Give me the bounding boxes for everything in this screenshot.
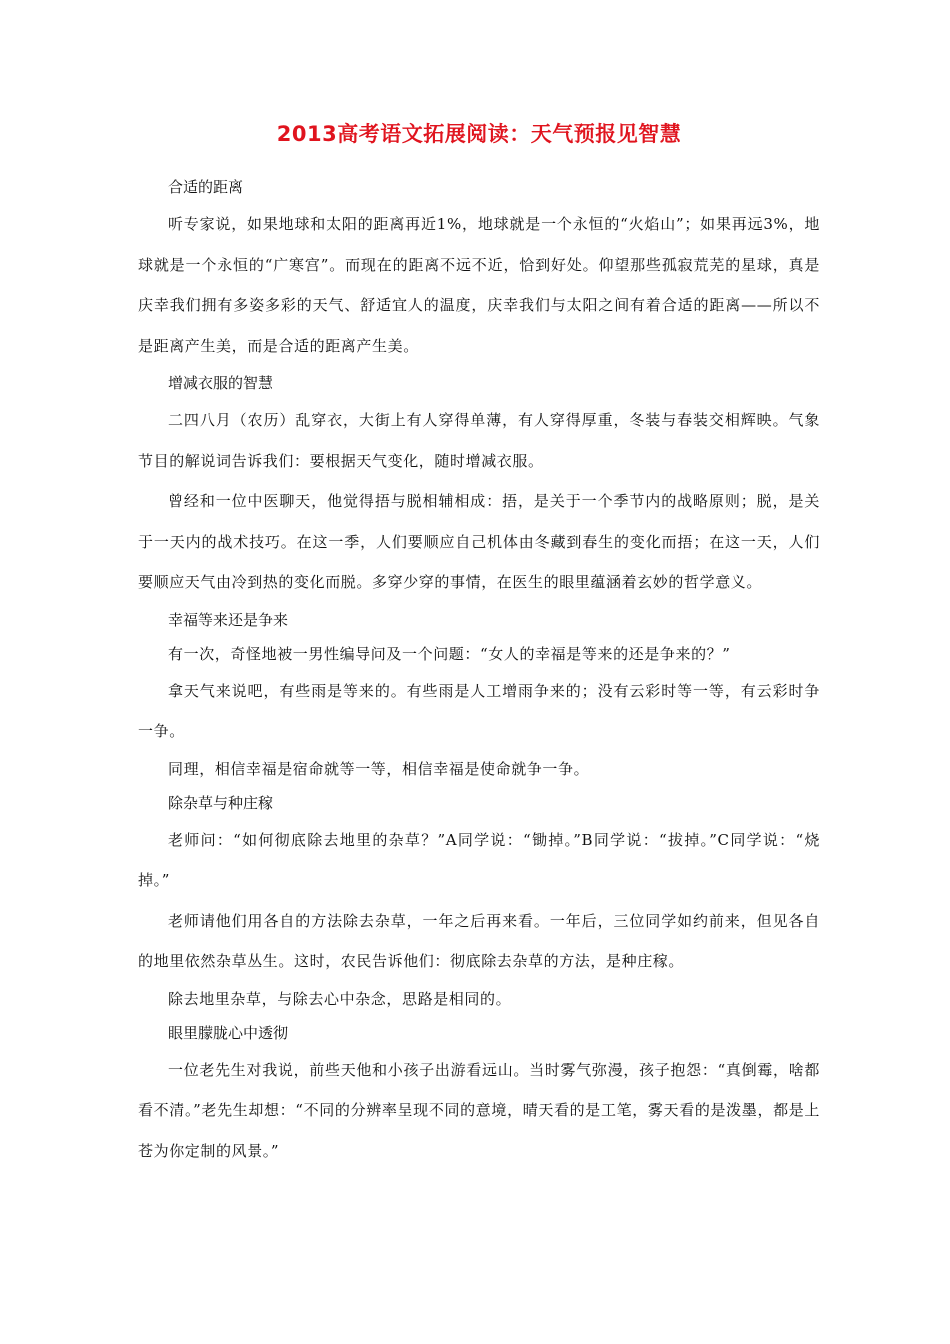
paragraph: 拿天气来说吧，有些雨是等来的。有些雨是人工增雨争来的；没有云彩时等一等，有云彩时争一争。 — [138, 681, 820, 740]
section-heading: 增减衣服的智慧 — [168, 374, 274, 392]
section-weeds — [138, 786, 820, 1016]
paragraph: 同理，相信幸福是宿命就等一等，相信幸福是使命就争一争。 — [168, 759, 590, 778]
paragraph: 一位老先生对我说，前些天他和小孩子出游看远山。当时雾气弥漫，孩子抱怨：“真倒霉，啥都看不清。”老先生却想：“不同的分辨率呈现不同的意境，晴天看的是工笔，雾天看的是泼墨，都是上苍为你定制的风景。” — [138, 1060, 820, 1160]
section-fog — [138, 1016, 820, 1172]
section-heading: 除杂草与种庄稼 — [168, 793, 274, 812]
paragraph: 除去地里杂草，与除去心中杂念，思路是相同的。 — [168, 989, 512, 1008]
document-page — [138, 112, 820, 1171]
paragraph: 曾经和一位中医聊天，他觉得捂与脱相辅相成：捂，是关于一个季节内的战略原则；脱，是关于一天内的战术技巧。在这一季，人们要顺应自己机体由冬藏到春生的变化而捂；在这一天，人们要顺应天气由冷到热的变化而脱。多穿少穿的事情，在医生的眼里蕴涵着玄妙的哲学意义。 — [138, 492, 820, 591]
paragraph: 老师问：“如何彻底除去地里的杂草？”A同学说：“锄掉。”B同学说：“拔掉。”C同学说：“烧掉。” — [138, 830, 820, 889]
section-clothing — [138, 366, 820, 603]
section-heading: 眼里朦胧心中透彻 — [168, 1023, 289, 1042]
section-heading: 幸福等来还是争来 — [168, 610, 289, 629]
document-title: 2013高考语文拓展阅读：天气预报见智慧 — [276, 122, 682, 146]
section-distance — [138, 170, 820, 366]
section-heading: 合适的距离 — [168, 178, 244, 196]
paragraph: 老师请他们用各自的方法除去杂草，一年之后再来看。一年后，三位同学如约前来，但见各自的地里依然杂草丛生。这时，农民告诉他们：彻底除去杂草的方法，是种庄稼。 — [138, 911, 820, 970]
paragraph: 二四八月（农历）乱穿衣，大街上有人穿得单薄，有人穿得厚重，冬装与春装交相辉映。气象节目的解说词告诉我们：要根据天气变化，随时增减衣服。 — [138, 411, 820, 470]
paragraph: 有一次，奇怪地被一男性编导问及一个问题：“女人的幸福是等来的还是争来的？” — [168, 644, 731, 663]
paragraph: 听专家说，如果地球和太阳的距离再近1%，地球就是一个永恒的“火焰山”；如果再远3%，地球就是一个永恒的“广寒宫”。而现在的距离不远不近，恰到好处。仰望那些孤寂荒芜的星球，真是庆幸我们拥有多姿多彩的天气、舒适宜人的温度，庆幸我们与太阳之间有着合适的距离——所以不是距离产生美，而是合适的距离产生美。 — [138, 215, 820, 355]
section-happiness — [138, 603, 820, 786]
